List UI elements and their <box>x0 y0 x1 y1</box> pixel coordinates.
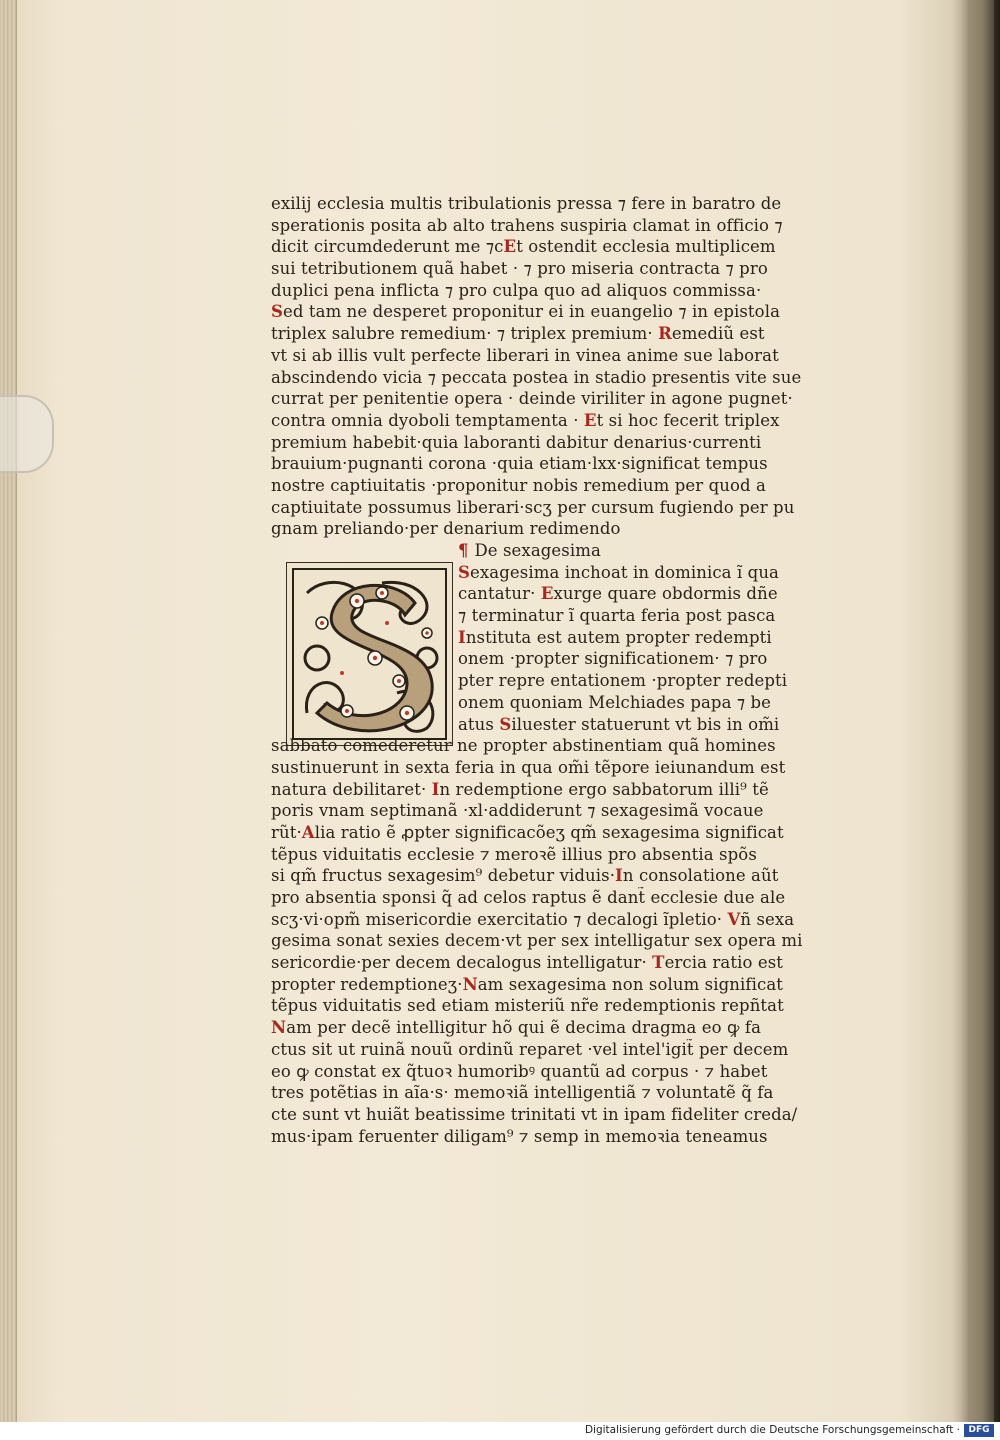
printed-text-block <box>271 193 805 1147</box>
funding-credit: Digitalisierung gefördert durch die Deutsche Forschungsgemeinschaft · <box>584 1424 960 1436</box>
text-segment: rũt· <box>271 822 302 842</box>
page-edges <box>0 0 17 1422</box>
text-segment: captiuitate possumus liberari·scʒ per cursum fugiendo per pu <box>271 497 795 517</box>
text-line <box>271 301 805 323</box>
text-line <box>271 432 805 454</box>
text-segment: mus·ipam feruenter diligam⁹ ⁊ semp in memoꝛia teneamus <box>271 1126 768 1146</box>
text-line <box>271 215 805 237</box>
text-segment: pro absentia sponsi q̃ ad celos raptus ẽ dant̃ ecclesie due ale <box>271 888 786 907</box>
text-line <box>271 280 805 302</box>
text-segment: currat per penitentie opera · deinde viriliter in agone pugnet· <box>271 389 793 409</box>
text-segment: lia ratio ẽ ꝓpter significacõeʒ qm̃ sexagesima significat <box>314 822 784 842</box>
text-line <box>271 1039 805 1061</box>
text-line <box>271 844 805 866</box>
text-segment: tres potẽtias in aĩa·s· memoꝛiã intelligentiã ⁊ voluntatẽ q̃ fa <box>271 1083 774 1103</box>
text-segment: natura debilitaret· <box>271 779 432 799</box>
text-segment: onem ·propter significationem· ⁊ pro <box>458 649 768 669</box>
text-segment: vt si ab illis vult perfecte liberari in vinea anime sue laborat <box>271 345 779 365</box>
text-line <box>271 258 805 280</box>
text-line <box>271 323 805 345</box>
text-segment: si qm̃ fructus sexagesim⁹ debetur viduis· <box>271 866 616 886</box>
text-segment: sperationis posita ab alto trahens suspiria clamat in officio ⁊ <box>271 215 783 235</box>
text-line <box>271 800 805 822</box>
rubricated-letter: S <box>271 302 284 322</box>
text-line <box>271 540 805 562</box>
rubricated-letter: E <box>503 237 517 257</box>
text-segment: scʒ·vi·opm̃ misericordie exercitatio ⁊ decalogi ĩpletio· <box>271 909 728 929</box>
text-line <box>271 735 805 757</box>
text-line <box>271 995 805 1017</box>
rubricated-letter: I <box>431 779 440 799</box>
text-line <box>271 236 805 258</box>
text-line <box>271 388 805 410</box>
text-segment: nstituta est autem propter redempti <box>465 627 772 647</box>
text-segment: propter redemptioneʒ· <box>271 974 463 994</box>
text-line <box>271 930 805 952</box>
text-line <box>271 692 805 714</box>
text-line <box>271 345 805 367</box>
text-line <box>271 1126 805 1148</box>
text-segment: ctus sit ut ruinã nouũ ordinũ reparet ·vel intel'igit̃ per decem <box>271 1039 789 1059</box>
rubricated-letter: R <box>658 324 672 344</box>
rubricated-letter: N <box>462 974 478 994</box>
text-segment: atus <box>458 714 500 734</box>
dfg-logo: DFG <box>964 1424 994 1437</box>
rubricated-letter: N <box>271 1018 287 1038</box>
text-line <box>271 627 805 649</box>
text-segment: onem quoniam Melchiades papa ⁊ be <box>458 692 772 712</box>
text-segment: nostre captiuitatis ·proponitur nobis remedium per quod a <box>271 475 766 495</box>
text-segment: sericordie·per decem decalogus intelligatur· <box>271 953 653 973</box>
text-segment: ñ sexa <box>740 909 795 929</box>
text-segment: sabbato comederetur ne propter abstinentiam quã homines <box>271 736 776 756</box>
text-segment: ⁊ terminatur ĩ quarta feria post pasca <box>458 606 776 626</box>
text-line <box>271 562 805 584</box>
text-segment: ed tam ne desperet proponitur ei in euangelio ⁊ in epistola <box>283 302 781 322</box>
rubricated-letter: I <box>615 866 623 886</box>
text-segment: t ostendit ecclesia multiplicem <box>516 237 776 257</box>
text-line <box>271 475 805 497</box>
rubricated-letter: ¶ <box>458 541 475 560</box>
text-line <box>271 779 805 801</box>
text-line <box>271 193 805 215</box>
text-segment: exilij ecclesia multis tribulationis pressa ⁊ fere in baratro de <box>271 194 782 213</box>
text-line <box>271 518 805 540</box>
text-line <box>271 974 805 996</box>
text-line <box>271 583 805 605</box>
text-line <box>271 887 805 909</box>
text-segment: n consolatione aũt <box>622 866 779 886</box>
rubricated-letter: V <box>727 909 741 929</box>
text-line <box>271 909 805 931</box>
text-line <box>271 822 805 844</box>
text-segment: iluester statuerunt vt bis in om̃i <box>511 714 780 734</box>
text-segment: sui tetributionem quã habet · ⁊ pro miseria contracta ⁊ pro <box>271 259 768 279</box>
text-segment: duplici pena inflicta ⁊ pro culpa quo ad aliquos commissa· <box>271 280 762 300</box>
text-line <box>271 757 805 779</box>
text-line <box>271 453 805 475</box>
rubricated-letter: S <box>458 562 471 582</box>
text-segment: abscindendo vicia ⁊ peccata postea in stadio presentis vite sue <box>271 367 802 387</box>
rubricated-letter: T <box>652 953 665 973</box>
text-segment: exagesima inchoat in dominica ĩ qua <box>470 562 779 582</box>
text-segment: tẽpus viduitatis sed etiam misteriũ nr̃e redemptionis repñtat <box>271 996 784 1016</box>
rubricated-letter: I <box>458 627 466 647</box>
text-segment: triplex salubre remedium· ⁊ triplex premium· <box>271 324 659 344</box>
text-line <box>271 865 805 887</box>
text-segment: contra omnia dyoboli temptamenta · <box>271 410 584 430</box>
text-line <box>271 714 805 736</box>
text-segment: poris vnam septimanã ·xl·addiderunt ⁊ sexagesimã vocaue <box>271 801 764 821</box>
rubricated-letter: S <box>499 714 512 734</box>
text-segment: t si hoc fecerit triplex <box>596 410 780 430</box>
text-segment: emediũ est <box>671 324 765 344</box>
text-segment: sustinuerunt in sexta feria in qua om̃i tẽpore ieiunandum est <box>271 757 786 777</box>
text-line <box>271 952 805 974</box>
text-segment: tẽpus viduitatis ecclesie ⁊ meroꝛẽ illius pro absentia spõs <box>271 844 757 864</box>
text-line <box>271 410 805 432</box>
text-line <box>271 1104 805 1126</box>
paper-clip <box>0 395 54 473</box>
rubricated-letter: E <box>583 410 597 430</box>
text-segment: gesima sonat sexies decem·vt per sex intelligatur sex opera mi <box>271 931 803 951</box>
text-line <box>271 367 805 389</box>
text-segment: gnam preliando·per denarium redimendo <box>271 519 621 539</box>
rubricated-letter: A <box>301 822 315 842</box>
text-line <box>271 670 805 692</box>
text-segment: am sexagesima non solum significat <box>477 974 783 994</box>
text-segment: ercia ratio est <box>664 953 783 973</box>
text-segment: cantatur· <box>458 584 541 604</box>
text-segment: premium habebit·quia laboranti dabitur denarius·currenti <box>271 432 762 452</box>
text-segment: am per decẽ intelligitur hõ qui ẽ decima dragma eo ꝙ fa <box>286 1018 762 1038</box>
text-line <box>271 648 805 670</box>
text-line <box>271 605 805 627</box>
text-segment: brauium·pugnanti corona ·quia etiam·lxx·significat tempus <box>271 454 768 474</box>
text-segment: xurge quare obdormis dñe <box>553 584 778 604</box>
gutter-shadow <box>952 0 1000 1422</box>
text-segment: n redemptione ergo sabbatorum illi⁹ tẽ <box>439 779 769 799</box>
text-segment: eo ꝙ constat ex q̃tuoꝛ humoribꝰ quantũ ad corpus · ⁊ habet <box>271 1061 768 1081</box>
text-segment: pter repre entationem ·propter redepti <box>458 671 788 691</box>
text-segment: dicit circumdederunt me ⁊c <box>271 237 504 257</box>
text-line <box>271 1017 805 1039</box>
text-line <box>271 1082 805 1104</box>
rubricated-letter: E <box>540 584 554 604</box>
text-line <box>271 497 805 519</box>
text-segment: De sexagesima <box>474 541 601 560</box>
text-line <box>271 1061 805 1083</box>
text-segment: cte sunt vt huiãt beatissime trinitati vt in ipam fideliter creda/ <box>271 1104 798 1124</box>
